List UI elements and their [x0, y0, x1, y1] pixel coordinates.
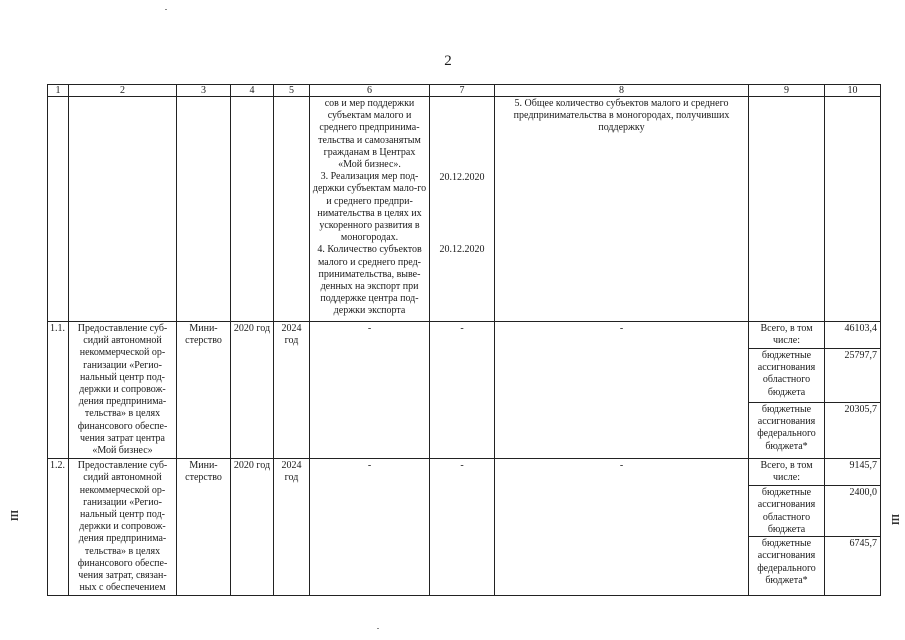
funding-source-cell	[749, 322, 825, 459]
executor: Мини-стерство	[177, 322, 231, 459]
header-cell: 8	[495, 85, 749, 97]
start-year: 2020 год	[231, 459, 274, 596]
start-year: 2020 год	[231, 322, 274, 459]
funding-amount-federal: 6745,7	[849, 538, 877, 550]
table-header-row	[48, 85, 881, 97]
table-cell	[825, 97, 881, 322]
header-cell: 7	[430, 85, 495, 97]
row-number: 1.2.	[48, 459, 69, 596]
funding-source-federal: бюджетные ассигнования федерального бюджета*	[757, 538, 816, 586]
measure-name: Предоставление суб-сидий автономной некоммерческой ор-ганизации «Регио-нальный центр под-держки и сопровож-дения предпринима-тельства» в целях финансового обеспе-чения затрат, связан-ных с обеспечением	[69, 459, 177, 596]
table-cell	[274, 97, 310, 322]
funding-amount-federal: 20305,7	[844, 404, 877, 415]
end-year: 2024 год	[274, 322, 310, 459]
table-cell	[48, 97, 69, 322]
funding-source-cell	[749, 459, 825, 596]
header-cell: 3	[177, 85, 231, 97]
funding-source-total: Всего, в том числе:	[749, 459, 824, 486]
table-cell	[69, 97, 177, 322]
result-cell: -	[495, 322, 749, 459]
funding-amount-cell	[825, 459, 881, 596]
scan-speck	[377, 628, 379, 629]
funding-amount-regional: 25797,7	[825, 349, 880, 403]
table-cell	[430, 97, 495, 322]
end-year: 2024 год	[274, 459, 310, 596]
header-cell: 4	[231, 85, 274, 97]
funding-amount-total: 46103,4	[825, 322, 880, 349]
header-cell: 6	[310, 85, 430, 97]
funding-source-federal: бюджетные ассигнования федерального бюджета*	[757, 404, 816, 452]
deadline-date: 20.12.2020	[439, 244, 485, 256]
table-row	[48, 322, 881, 459]
funding-source-total: Всего, в том числе:	[749, 322, 824, 349]
indicator-text: 5. Общее количество субъектов малого и среднего предпринимательства в моногородах, получивших поддержку	[513, 98, 730, 134]
header-cell: 2	[69, 85, 177, 97]
table-cell	[495, 97, 749, 322]
indicator-cell: -	[310, 322, 430, 459]
row-number: 1.1.	[48, 322, 69, 459]
indicator-text: 4. Количество субъектов малого и среднего пред-принимательства, выве-денных на экспорт при поддержке центра под-держки экспорта	[317, 244, 422, 317]
deadline-date: 20.12.2020	[439, 172, 485, 183]
deadline-cell: -	[430, 322, 495, 459]
indicator-text: 3. Реализация мер под-держки субъектам мало-го и среднего предпри-нимательства в целях их ускоренного развития в моногородах.	[312, 171, 427, 244]
measure-name: Предоставление суб-сидий автономной некоммерческой ор-ганизации «Регио-нальный центр под-держки и сопровож-дения предпринима-тельства» в целях финансового обеспе-чения затрат центра «Мой бизнес»	[69, 322, 177, 459]
table-cell	[310, 97, 430, 322]
table-cell	[231, 97, 274, 322]
header-cell: 10	[825, 85, 881, 97]
result-cell: -	[495, 459, 749, 596]
header-cell: 1	[48, 85, 69, 97]
table-cell	[177, 97, 231, 322]
indicator-cell: -	[310, 459, 430, 596]
indicator-text: сов и мер поддержки субъектам малого и среднего предпринима-тельства и самозанятым гражданам в Центрах «Мой бизнес».	[318, 98, 421, 171]
binding-mark-right: Ш	[888, 514, 900, 525]
spacer	[432, 98, 492, 172]
funding-amount-regional: 2400,0	[825, 486, 880, 537]
header-cell: 9	[749, 85, 825, 97]
document-table	[47, 84, 881, 596]
table-row	[48, 97, 881, 322]
table-row	[48, 459, 881, 596]
funding-amount-cell	[825, 322, 881, 459]
header-cell: 5	[274, 85, 310, 97]
scan-speck	[165, 9, 167, 10]
funding-source-regional: бюджетные ассигнования областного бюджета	[749, 486, 824, 537]
executor: Мини-стерство	[177, 459, 231, 596]
spacer	[432, 184, 492, 244]
funding-amount-total: 9145,7	[825, 459, 880, 486]
funding-source-regional: бюджетные ассигнования областного бюджета	[749, 349, 824, 403]
table-cell	[749, 97, 825, 322]
deadline-cell: -	[430, 459, 495, 596]
binding-mark-left: Ш	[7, 510, 19, 521]
page-number: 2	[444, 53, 452, 69]
